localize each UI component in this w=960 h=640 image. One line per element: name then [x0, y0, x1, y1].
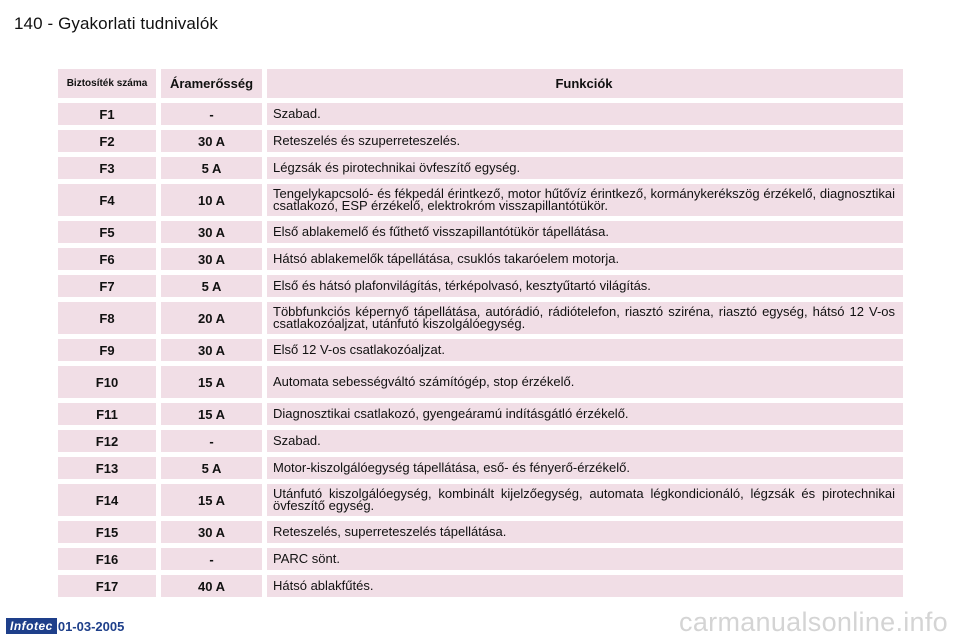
page-title: 140 - Gyakorlati tudnivalók	[14, 14, 218, 33]
fuse-amperage: -	[161, 103, 262, 125]
fuse-function: Tengelykapcsoló- és fékpedál érintkező, motor hűtővíz érintkező, kormánykerékszög érzékelő, diagnosztikai csatlakozó, ESP érzékelő, elektrokróm visszapillantótükör.	[267, 184, 903, 216]
table-row	[58, 248, 903, 270]
fuse-function: Reteszelés és szuperreteszelés.	[267, 130, 903, 152]
table-row	[58, 157, 903, 179]
fuse-function: Hátsó ablakfűtés.	[267, 575, 903, 597]
fuse-amperage: 40 A	[161, 575, 262, 597]
fuse-table	[58, 69, 903, 602]
fuse-amperage: 30 A	[161, 130, 262, 152]
table-row	[58, 521, 903, 543]
table-row	[58, 302, 903, 334]
fuse-number: F16	[58, 548, 156, 570]
fuse-function: Többfunkciós képernyő tápellátása, autórádió, rádiótelefon, riasztó sziréna, riasztó egység, hátsó 12 V-os csatlakozóaljzat, utánfutó kiszolgálóegység.	[267, 302, 903, 334]
fuse-number: F8	[58, 302, 156, 334]
fuse-amperage: 15 A	[161, 366, 262, 398]
table-row	[58, 484, 903, 516]
table-row	[58, 457, 903, 479]
table-row	[58, 548, 903, 570]
table-row	[58, 430, 903, 452]
table-row	[58, 103, 903, 125]
fuse-function: Légzsák és pirotechnikai övfeszítő egység.	[267, 157, 903, 179]
table-row	[58, 403, 903, 425]
fuse-number: F14	[58, 484, 156, 516]
fuse-number: F13	[58, 457, 156, 479]
edition-date: 01-03-2005	[57, 618, 125, 634]
fuse-amperage: 30 A	[161, 248, 262, 270]
fuse-amperage: -	[161, 548, 262, 570]
header-fuse-number: Biztosíték száma	[58, 69, 156, 98]
fuse-function: Első 12 V-os csatlakozóaljzat.	[267, 339, 903, 361]
fuse-number: F5	[58, 221, 156, 243]
fuse-number: F6	[58, 248, 156, 270]
fuse-number: F2	[58, 130, 156, 152]
table-header-row	[58, 69, 903, 98]
fuse-amperage: 30 A	[161, 221, 262, 243]
fuse-amperage: 15 A	[161, 484, 262, 516]
fuse-amperage: 5 A	[161, 275, 262, 297]
watermark: carmanualsonline.info	[679, 607, 948, 637]
fuse-function: Automata sebességváltó számítógép, stop érzékelő.	[267, 366, 903, 398]
table-row	[58, 366, 903, 398]
table-row	[58, 184, 903, 216]
fuse-amperage: 30 A	[161, 339, 262, 361]
table-row	[58, 275, 903, 297]
fuse-number: F11	[58, 403, 156, 425]
fuse-number: F1	[58, 103, 156, 125]
header-amperage: Áramerősség	[161, 69, 262, 98]
fuse-number: F15	[58, 521, 156, 543]
header-function: Funkciók	[267, 69, 903, 98]
fuse-amperage: 20 A	[161, 302, 262, 334]
fuse-function: Diagnosztikai csatlakozó, gyengeáramú indításgátló érzékelő.	[267, 403, 903, 425]
fuse-number: F3	[58, 157, 156, 179]
fuse-amperage: 15 A	[161, 403, 262, 425]
fuse-function: Szabad.	[267, 103, 903, 125]
fuse-function: Hátsó ablakemelők tápellátása, csuklós takaróelem motorja.	[267, 248, 903, 270]
fuse-amperage: 30 A	[161, 521, 262, 543]
fuse-function: Első és hátsó plafonvilágítás, térképolvasó, kesztyűtartó világítás.	[267, 275, 903, 297]
fuse-amperage: 5 A	[161, 457, 262, 479]
table-row	[58, 339, 903, 361]
table-row	[58, 575, 903, 597]
fuse-number: F7	[58, 275, 156, 297]
infotec-logo: Infotec	[6, 618, 57, 634]
fuse-number: F9	[58, 339, 156, 361]
fuse-amperage: 10 A	[161, 184, 262, 216]
fuse-amperage: -	[161, 430, 262, 452]
fuse-amperage: 5 A	[161, 157, 262, 179]
fuse-function: Szabad.	[267, 430, 903, 452]
footer-branding	[6, 618, 124, 634]
fuse-function: Motor-kiszolgálóegység tápellátása, eső- és fényerő-érzékelő.	[267, 457, 903, 479]
fuse-number: F4	[58, 184, 156, 216]
fuse-function: Első ablakemelő és fűthető visszapillantótükör tápellátása.	[267, 221, 903, 243]
fuse-number: F12	[58, 430, 156, 452]
table-row	[58, 221, 903, 243]
fuse-function: Reteszelés, superreteszelés tápellátása.	[267, 521, 903, 543]
fuse-function: Utánfutó kiszolgálóegység, kombinált kijelzőegység, automata légkondicionáló, légzsák és pirotechnikai övfeszítő egység.	[267, 484, 903, 516]
fuse-number: F17	[58, 575, 156, 597]
table-row	[58, 130, 903, 152]
fuse-number: F10	[58, 366, 156, 398]
fuse-function: PARC sönt.	[267, 548, 903, 570]
